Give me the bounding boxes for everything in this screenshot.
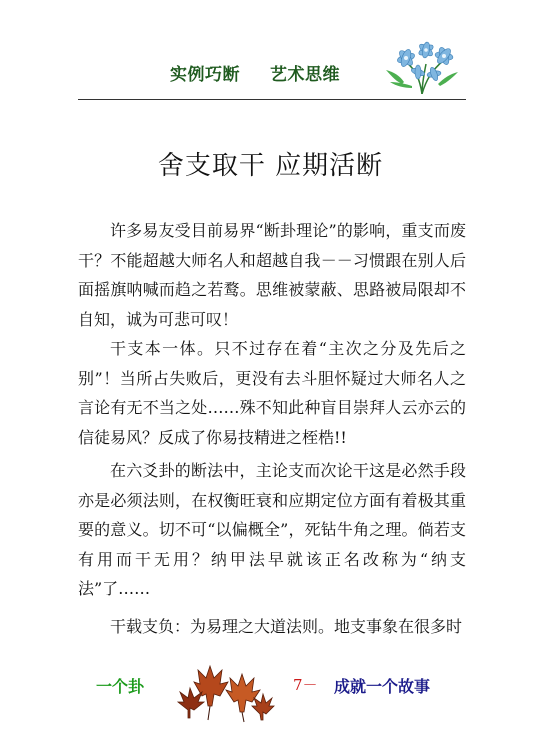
paragraph: 在六爻卦的断法中，主论支而次论干这是必然手段亦是必须法则，在权衡旺衰和应期定位方面有着极其重要的意义。切不可“以偏概全”，死钻牛角之理。倘若支有用而干无用？纳甲法早就该正名改称为“纳支法”了……	[78, 461, 466, 598]
header-divider	[78, 99, 466, 100]
article-body	[78, 216, 466, 641]
footer-left-text: 一个卦	[96, 677, 145, 696]
paragraph: 许多易友受目前易界“断卦理论”的影响，重支而废干？不能超越大师名人和超越自我－－习惯跟在别人后面摇旗呐喊而趋之若鹜。思维被蒙蔽、思路被局限却不自知，诚为可悲可叹！	[78, 221, 466, 329]
blue-flower-icon	[382, 40, 462, 94]
page-number: 7－	[293, 676, 318, 694]
paragraph: 干支本一体。只不过存在着“主次之分及先后之别”！当所占失败后，更没有去斗胆怀疑过大师名人之言论有无不当之处……殊不知此种盲目崇拜人云亦云的信徒易风？反成了你易技精进之桎梏!!	[78, 339, 466, 447]
maple-leaves-icon	[172, 662, 276, 724]
page-footer	[0, 662, 541, 722]
header-left-label: 实例巧断	[170, 65, 240, 85]
footer-right-text: 成就一个故事	[334, 677, 431, 696]
page-title: 舍支取干 应期活断	[157, 151, 384, 181]
header-right-label: 艺术思维	[270, 65, 340, 85]
paragraph: 干载支负：为易理之大道法则。地支事象在很多时	[110, 616, 463, 636]
page-header	[170, 60, 340, 85]
